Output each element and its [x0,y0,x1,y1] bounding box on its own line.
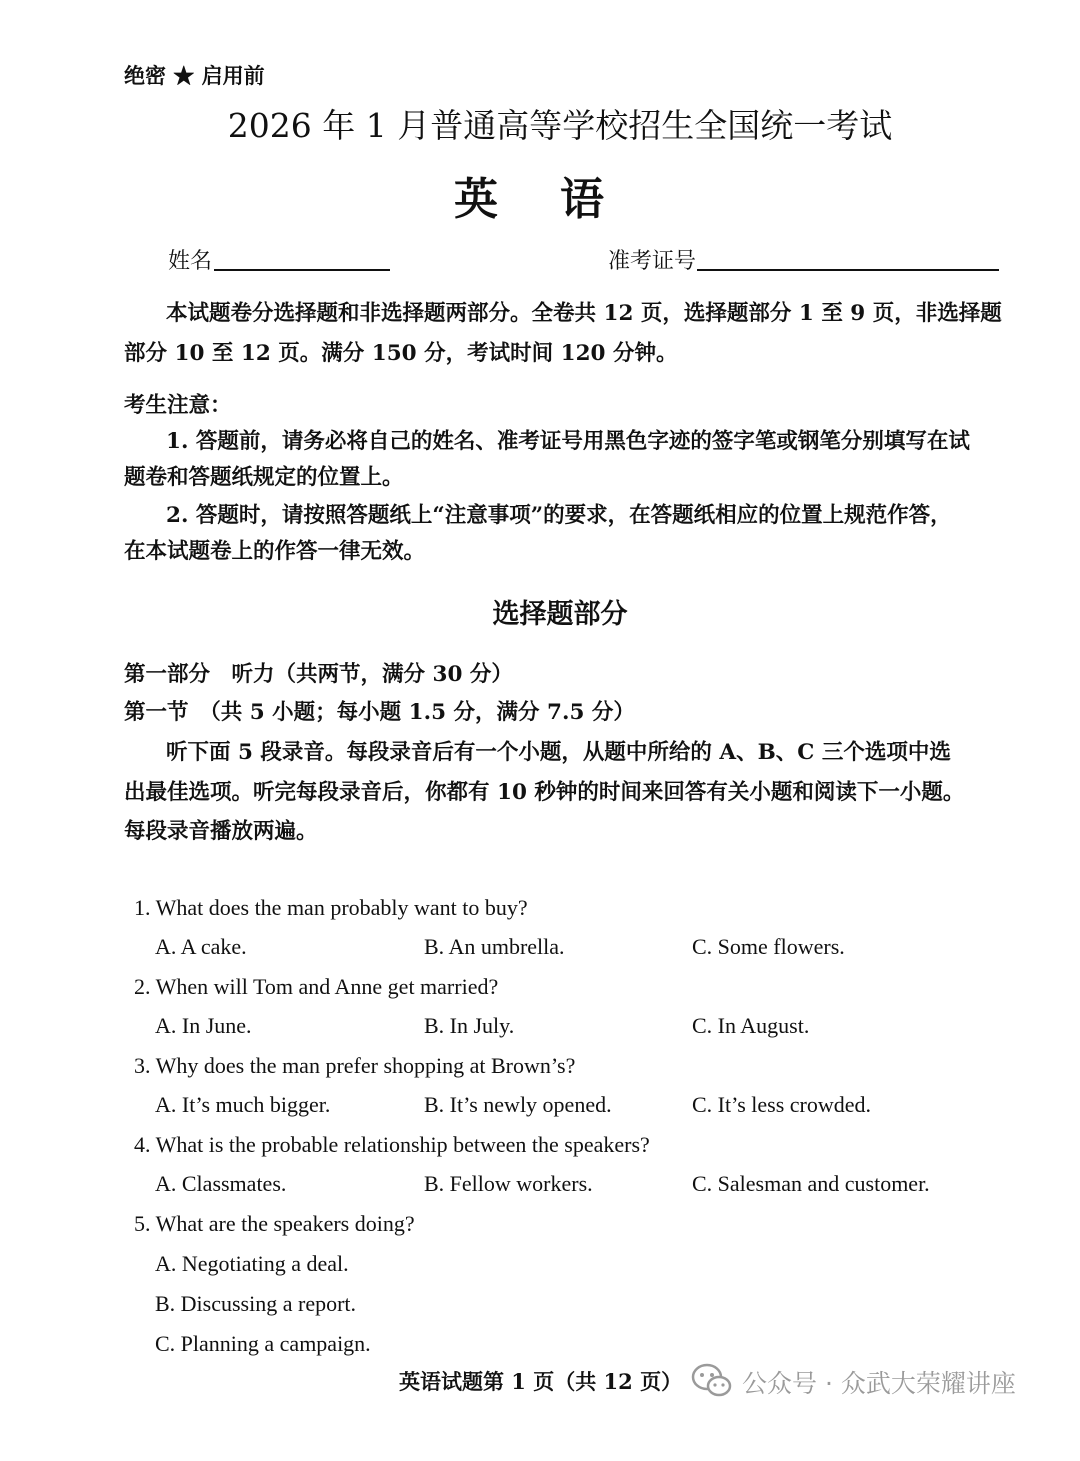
question-3-text: 3. Why does the man prefer shopping at Brown’s? [134,1053,576,1078]
question-2-option-c: C. In August. [692,1013,810,1038]
question-4-option-c: C. Salesman and customer. [692,1171,930,1196]
notice-title: 考生注意： [124,393,232,418]
secret-mark: 绝密 ★ 启用前 [124,63,265,88]
name-blank[interactable] [214,269,390,271]
notice-item-1-line-2: 题卷和答题纸规定的位置上。 [124,465,404,490]
question-1-option-a: A. A cake. [155,934,247,959]
exam-id-label: 准考证号 [608,249,697,274]
exam-title: 2026 年 1 月普通高等学校招生全国统一考试 [227,106,893,145]
question-2-option-a: A. In June. [155,1013,252,1038]
exam-id-blank[interactable] [697,269,999,271]
question-5-option-b: B. Discussing a report. [155,1291,357,1316]
page-footer: 英语试题第 1 页（共 12 页） [399,1369,683,1394]
notice-item-2-line-2: 在本试题卷上的作答一律无效。 [124,539,426,564]
wechat-icon [690,1360,734,1400]
question-5-option-a: A. Negotiating a deal. [155,1251,349,1276]
part1-subsection: 第一节 （共 5 小题；每小题 1.5 分，满分 7.5 分） [124,700,635,725]
question-1-option-c: C. Some flowers. [692,934,845,959]
watermark-text: 公众号 · 众武大荣耀讲座 [742,1369,1016,1398]
part1-instructions-line-2: 出最佳选项。听完每段录音后，你都有 10 秒钟的时间来回答有关小题和阅读下一小题。 [124,780,965,805]
intro-line-2: 部分 10 至 12 页。满分 150 分，考试时间 120 分钟。 [124,341,678,366]
question-5-text: 5. What are the speakers doing? [134,1211,415,1236]
question-1-text: 1. What does the man probably want to buy? [134,895,528,920]
question-5-option-c: C. Planning a campaign. [155,1331,371,1356]
subject-title: 英语 [454,174,666,225]
part1-title: 第一部分 听力（共两节，满分 30 分） [124,662,513,687]
question-2-text: 2. When will Tom and Anne get married? [134,974,499,999]
notice-item-2-line-1: 2. 答题时，请按照答题纸上“注意事项”的要求，在答题纸相应的位置上规范作答， [166,503,952,528]
notice-item-1-line-1: 1. 答题前，请务必将自己的姓名、准考证号用黑色字迹的签字笔或钢笔分别填写在试 [166,429,970,454]
question-4-text: 4. What is the probable relationship between the speakers? [134,1132,650,1157]
name-label: 姓名 [168,249,213,274]
question-4-option-b: B. Fellow workers. [424,1171,593,1196]
intro-line-1: 本试题卷分选择题和非选择题两部分。全卷共 12 页，选择题部分 1 至 9 页，非选择题 [166,301,1002,326]
question-3-option-a: A. It’s much bigger. [155,1092,331,1117]
question-3-option-c: C. It’s less crowded. [692,1092,872,1117]
section-title: 选择题部分 [492,599,628,630]
part1-instructions-line-3: 每段录音播放两遍。 [124,819,318,844]
question-3-option-b: B. It’s newly opened. [424,1092,612,1117]
question-1-option-b: B. An umbrella. [424,934,565,959]
question-4-option-a: A. Classmates. [155,1171,287,1196]
part1-instructions-line-1: 听下面 5 段录音。每段录音后有一个小题，从题中所给的 A、B、C 三个选项中选 [166,740,951,765]
question-2-option-b: B. In July. [424,1013,515,1038]
